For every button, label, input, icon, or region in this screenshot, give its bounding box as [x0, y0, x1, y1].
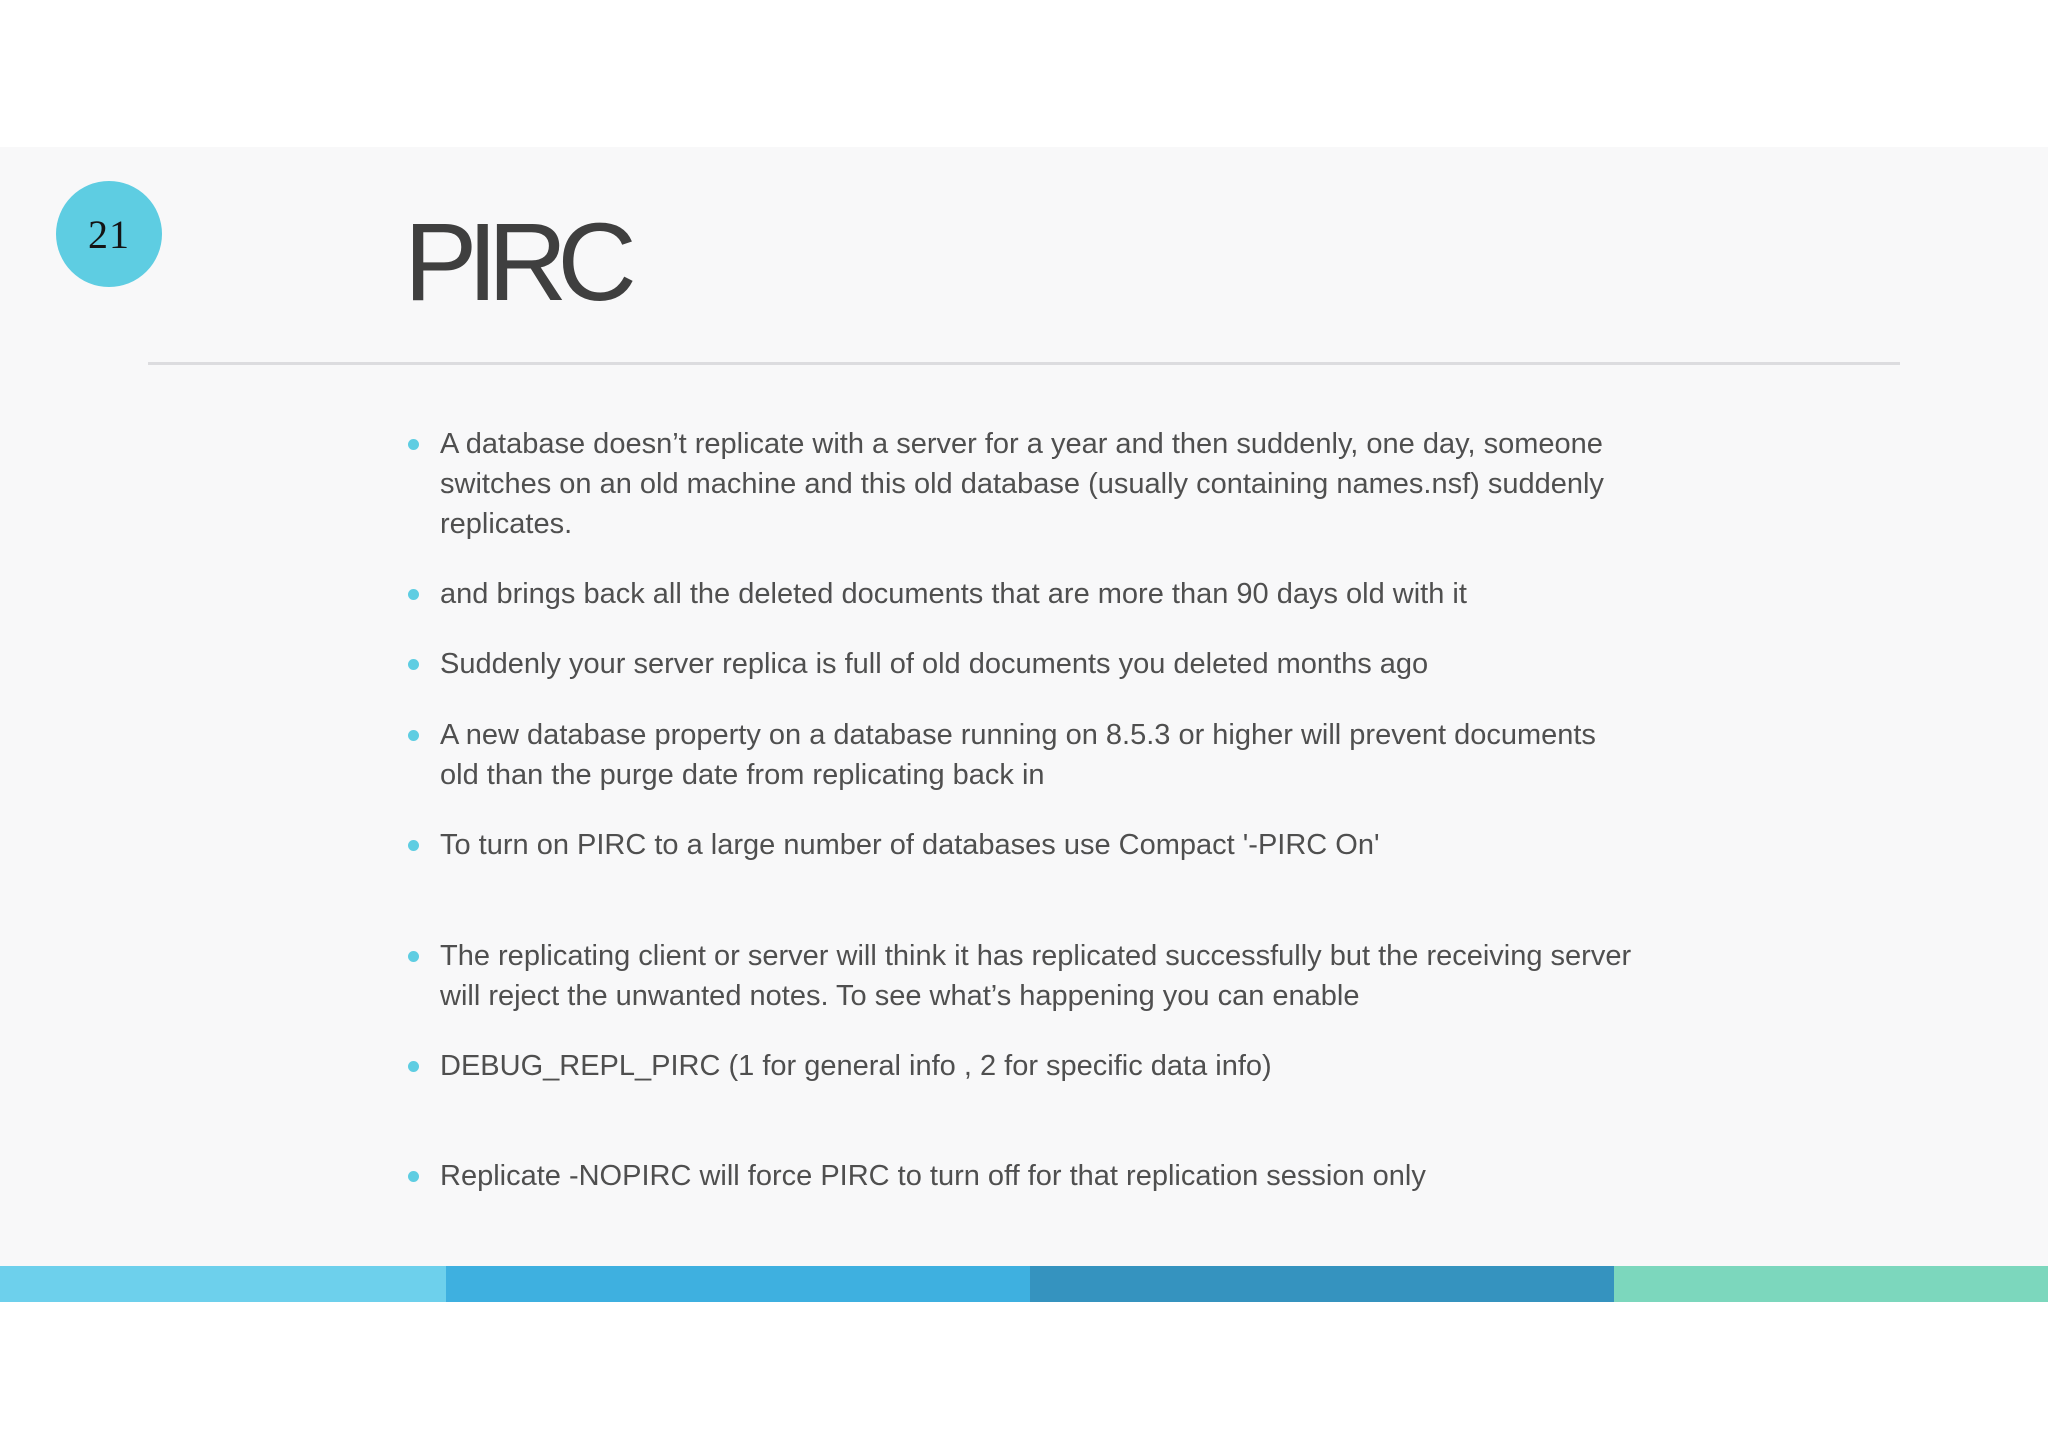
bullet-dot-icon	[408, 439, 419, 450]
bullet-item	[440, 424, 1640, 544]
bullet-text: Suddenly your server replica is full of old documents you deleted months ago	[440, 648, 1429, 680]
footer-stripe-2	[446, 1266, 1030, 1302]
bullet-item	[440, 1046, 1640, 1086]
bullet-text: A new database property on a database running on 8.5.3 or higher will prevent documents old than the purge date from replicating back in	[440, 719, 1596, 791]
footer-stripe-4	[1614, 1266, 2048, 1302]
bullet-dot-icon	[408, 1061, 419, 1072]
bullet-dot-icon	[408, 951, 419, 962]
bullet-dot-icon	[408, 589, 419, 600]
bullet-dot-icon	[408, 730, 419, 741]
bullet-text: The replicating client or server will think it has replicated successfully but the receiving server will reject the unwanted notes. To see what’s happening you can enable	[440, 940, 1632, 1012]
bullet-item	[440, 1156, 1640, 1196]
page-number: 21	[88, 211, 130, 257]
bullet-text: To turn on PIRC to a large number of databases use Compact '-PIRC On'	[440, 829, 1380, 861]
title-divider	[148, 362, 1900, 365]
bullet-text: A database doesn’t replicate with a server for a year and then suddenly, one day, someone switches on an old machine and this old database (usually containing names.nsf) suddenly replicates.	[440, 428, 1604, 540]
bullet-item	[440, 644, 1640, 684]
slide-title: PIRC	[404, 201, 627, 324]
bullet-dot-icon	[408, 659, 419, 670]
bullet-item	[440, 715, 1640, 795]
bullet-text: and brings back all the deleted documents that are more than 90 days old with it	[440, 578, 1467, 610]
slide-background	[0, 147, 2048, 1266]
footer-color-bar	[0, 1266, 2048, 1302]
bullet-item	[440, 574, 1640, 614]
bullet-dot-icon	[408, 840, 419, 851]
bullet-text: Replicate -NOPIRC will force PIRC to turn off for that replication session only	[440, 1160, 1426, 1192]
bullet-dot-icon	[408, 1171, 419, 1182]
bullet-text: DEBUG_REPL_PIRC (1 for general info , 2 for specific data info)	[440, 1050, 1272, 1082]
footer-stripe-1	[0, 1266, 446, 1302]
bullet-item	[440, 825, 1640, 865]
page-number-badge	[56, 181, 162, 287]
bullet-item	[440, 936, 1640, 1016]
footer-stripe-3	[1030, 1266, 1614, 1302]
